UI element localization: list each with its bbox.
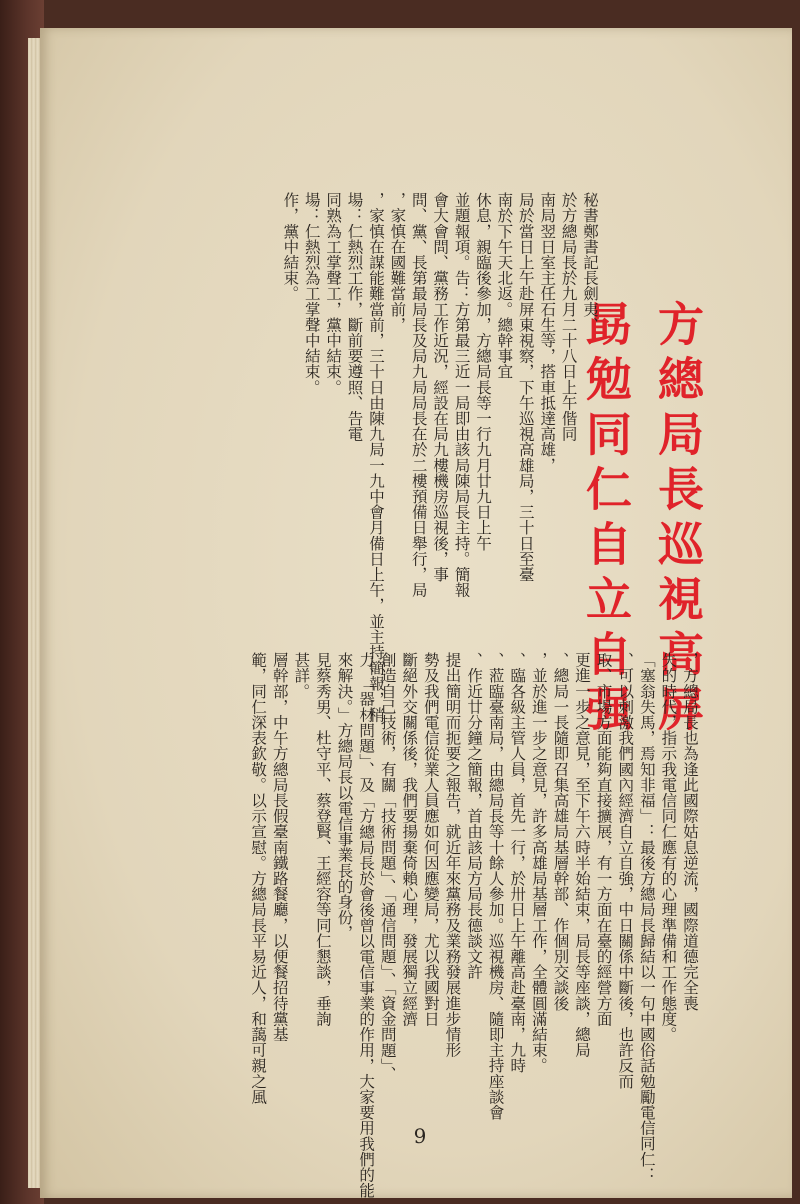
page-number: 9	[413, 1124, 427, 1148]
article-title: 方總局長巡視高屏 勗勉同仁自立自强	[579, 300, 705, 740]
article-body-lower: ，方總局長也為逢此國際姑息逆流，國際道德完全喪 失的時代，指示我電信同仁應有的心理準備和工作態度。 「塞翁失馬，焉知非福」：最後方總局長歸結以一句中國俗話勉勵電信同仁： 、可以刺激我們國內經濟自立自強，中日關係中斷後，也許反而 取、市場方面能夠直接擴展，有一方面在臺的經營方面 更進一步之意見，至下午六時半始結束，局長等座談，總局 、總局一長隨即召集高雄局基層幹部、作個別交談後 ，並於進一步之意見，許多高雄局基層工作，全體圓滿結束。 、臨各級主管人員，首先一行，於卅日上午離高赴臺南，九時 、蒞臨臺南局，由總局長等十餘人參加。巡視機房、隨即主持座談會 、作近廿分鐘之簡報，首由該局方局長德談文許 提出簡明而扼要之報告，就近年來黨務及業務發展進步情形 勢及我們電信從業人員應如何因應變局，尤以我國對日 斷絕外交關係後，我們要揚棄倚賴心理，發展獨立經濟 創造自己技術，有關「技術問題」、「通信問題」、「資金問題」、 力、「器材問題」、及「方總局長於會後曾以電信事業的作用，大家要用我們的能 來解決。」方總局長以電信事業長的身份， 見蔡秀男、杜守平、蔡登賢、王經容等同仁懇談，垂詢 甚詳。 層幹部，中午方總局長假臺南鐵路餐廳，以便餐招待黨基 範，同仁深表欽敬。以示宣慰。方總局長平易近人，和藹可親之風	[249, 652, 699, 1199]
document-page	[40, 28, 792, 1198]
article-body-upper: 秘書鄭書記長劍夷、 於方總局長於九月二十八日上午偕同 南局翌日室主任石生等，搭車抵達高雄， 局於當日上午赴屏東視察，下午巡視高雄局，三十日至臺 南於下午天北返。總幹事宜 休息，親臨後參加，方總局長等一行九月廿九日上午 並題報項。告：方第最三近一局即由該局陳局長主持。簡報 會大會問、黨務工作近況，經設在局九樓機房巡視後，事 問、黨、長第最局長及局九局局長在於二樓預備日舉行，局 ，家慎在國難當前， ，家慎在謀能難當前，三十日由陳九局一九中會月備日上午，並主持簡報，稍 場：仁熱烈工作，斷前要遵照、告電 同熟為工掌聲工，黨中結束。 場：仁熱烈為工掌聲中結束。 作，黨中結束。	[281, 192, 599, 723]
